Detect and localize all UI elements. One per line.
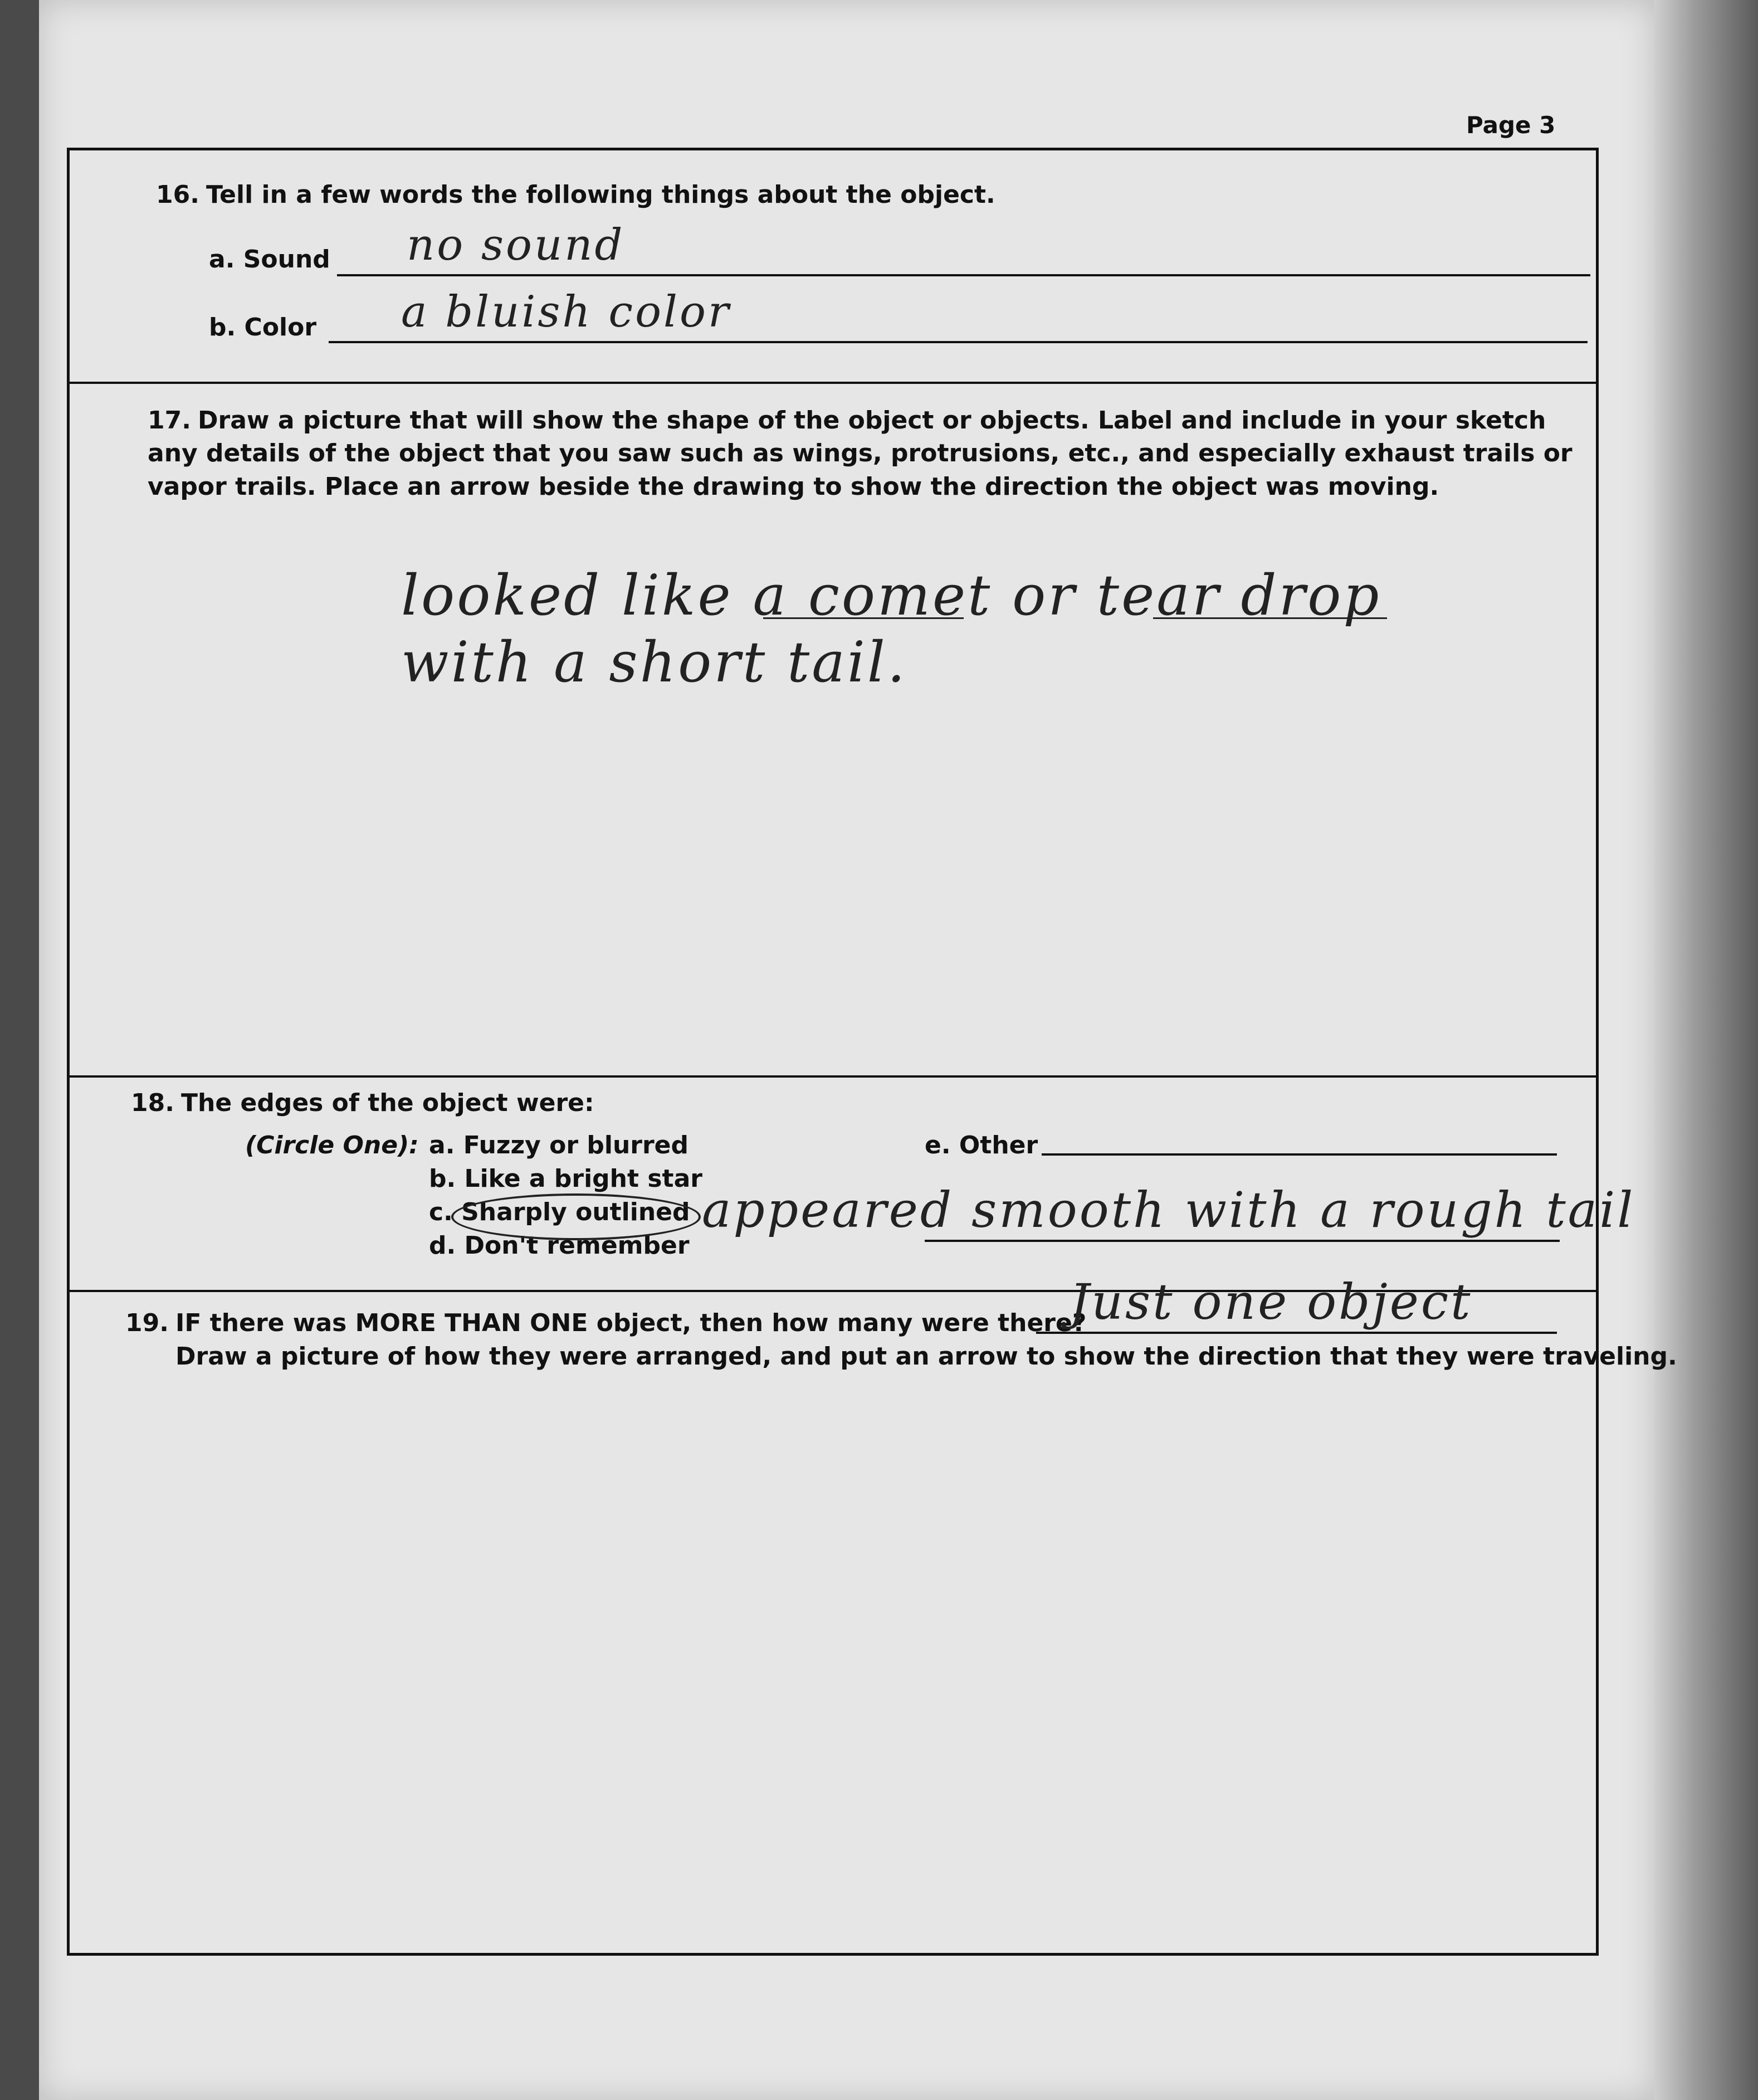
page-number: Page 3	[1466, 111, 1556, 139]
scan-edge	[1654, 0, 1758, 2100]
q16-text: Tell in a few words the following things about the object.	[206, 181, 995, 209]
q17-answer-line1[interactable]: looked like a comet or tear drop	[401, 563, 1381, 628]
q18-text: The edges of the object were:	[181, 1089, 594, 1117]
q17-underline-comet	[763, 617, 964, 619]
q16-prompt	[156, 178, 995, 211]
q19-text-1: IF there was MORE THAN ONE object, then how many were there?	[175, 1309, 1087, 1337]
q19-number: 19.	[125, 1309, 169, 1337]
q17-answer-line2[interactable]: with a short tail.	[401, 630, 907, 695]
q17-number: 17.	[148, 406, 191, 435]
section-divider-16-17	[70, 382, 1596, 384]
q18-prompt	[131, 1086, 594, 1119]
q16-number: 16.	[156, 181, 199, 209]
q18-number: 18.	[131, 1089, 174, 1117]
q16-sound-line	[337, 274, 1590, 276]
q18-option-b[interactable]: b. Like a bright star	[429, 1164, 702, 1193]
q16-sound-answer[interactable]: no sound	[407, 220, 625, 270]
q16-color-label: b. Color	[209, 313, 317, 342]
selected-option-circle	[451, 1193, 701, 1240]
q18-option-d[interactable]: d. Don't remember	[429, 1231, 690, 1260]
section-divider-17-18	[70, 1075, 1596, 1078]
q19-answer[interactable]: Just one object	[1070, 1273, 1473, 1331]
q18-other-line1	[1042, 1153, 1557, 1156]
q19-prompt-line1	[125, 1307, 1086, 1339]
q18-option-c[interactable]: c. Sharply outlined	[429, 1198, 690, 1226]
q16-sound-label: a. Sound	[209, 245, 330, 274]
q16-color-answer[interactable]: a bluish color	[401, 287, 731, 337]
q19-count-line	[1036, 1332, 1557, 1334]
q17-text: Draw a picture that will show the shape of the object or objects. Label and include in your sketch any details of the object that you saw such as wings, protrusions, etc., and especially exhaust trails or vapor trails. Place an arrow beside the drawing to show the direction the object was moving.	[148, 406, 1573, 501]
q18-circle-instruction: (Circle One):	[245, 1131, 419, 1159]
q16-color-line	[329, 341, 1588, 343]
q18-other-answer[interactable]: appeared smooth with a rough tail	[702, 1181, 1635, 1239]
q17-underline-teardrop	[1153, 617, 1387, 619]
q18-other-line2	[925, 1240, 1560, 1242]
q19-prompt-line2: Draw a picture of how they were arranged, and put an arrow to show the direction that they were traveling.	[175, 1342, 1677, 1371]
q18-option-a[interactable]: a. Fuzzy or blurred	[429, 1131, 689, 1159]
q17-prompt	[148, 404, 1601, 503]
q18-other-label: e. Other	[925, 1131, 1038, 1159]
